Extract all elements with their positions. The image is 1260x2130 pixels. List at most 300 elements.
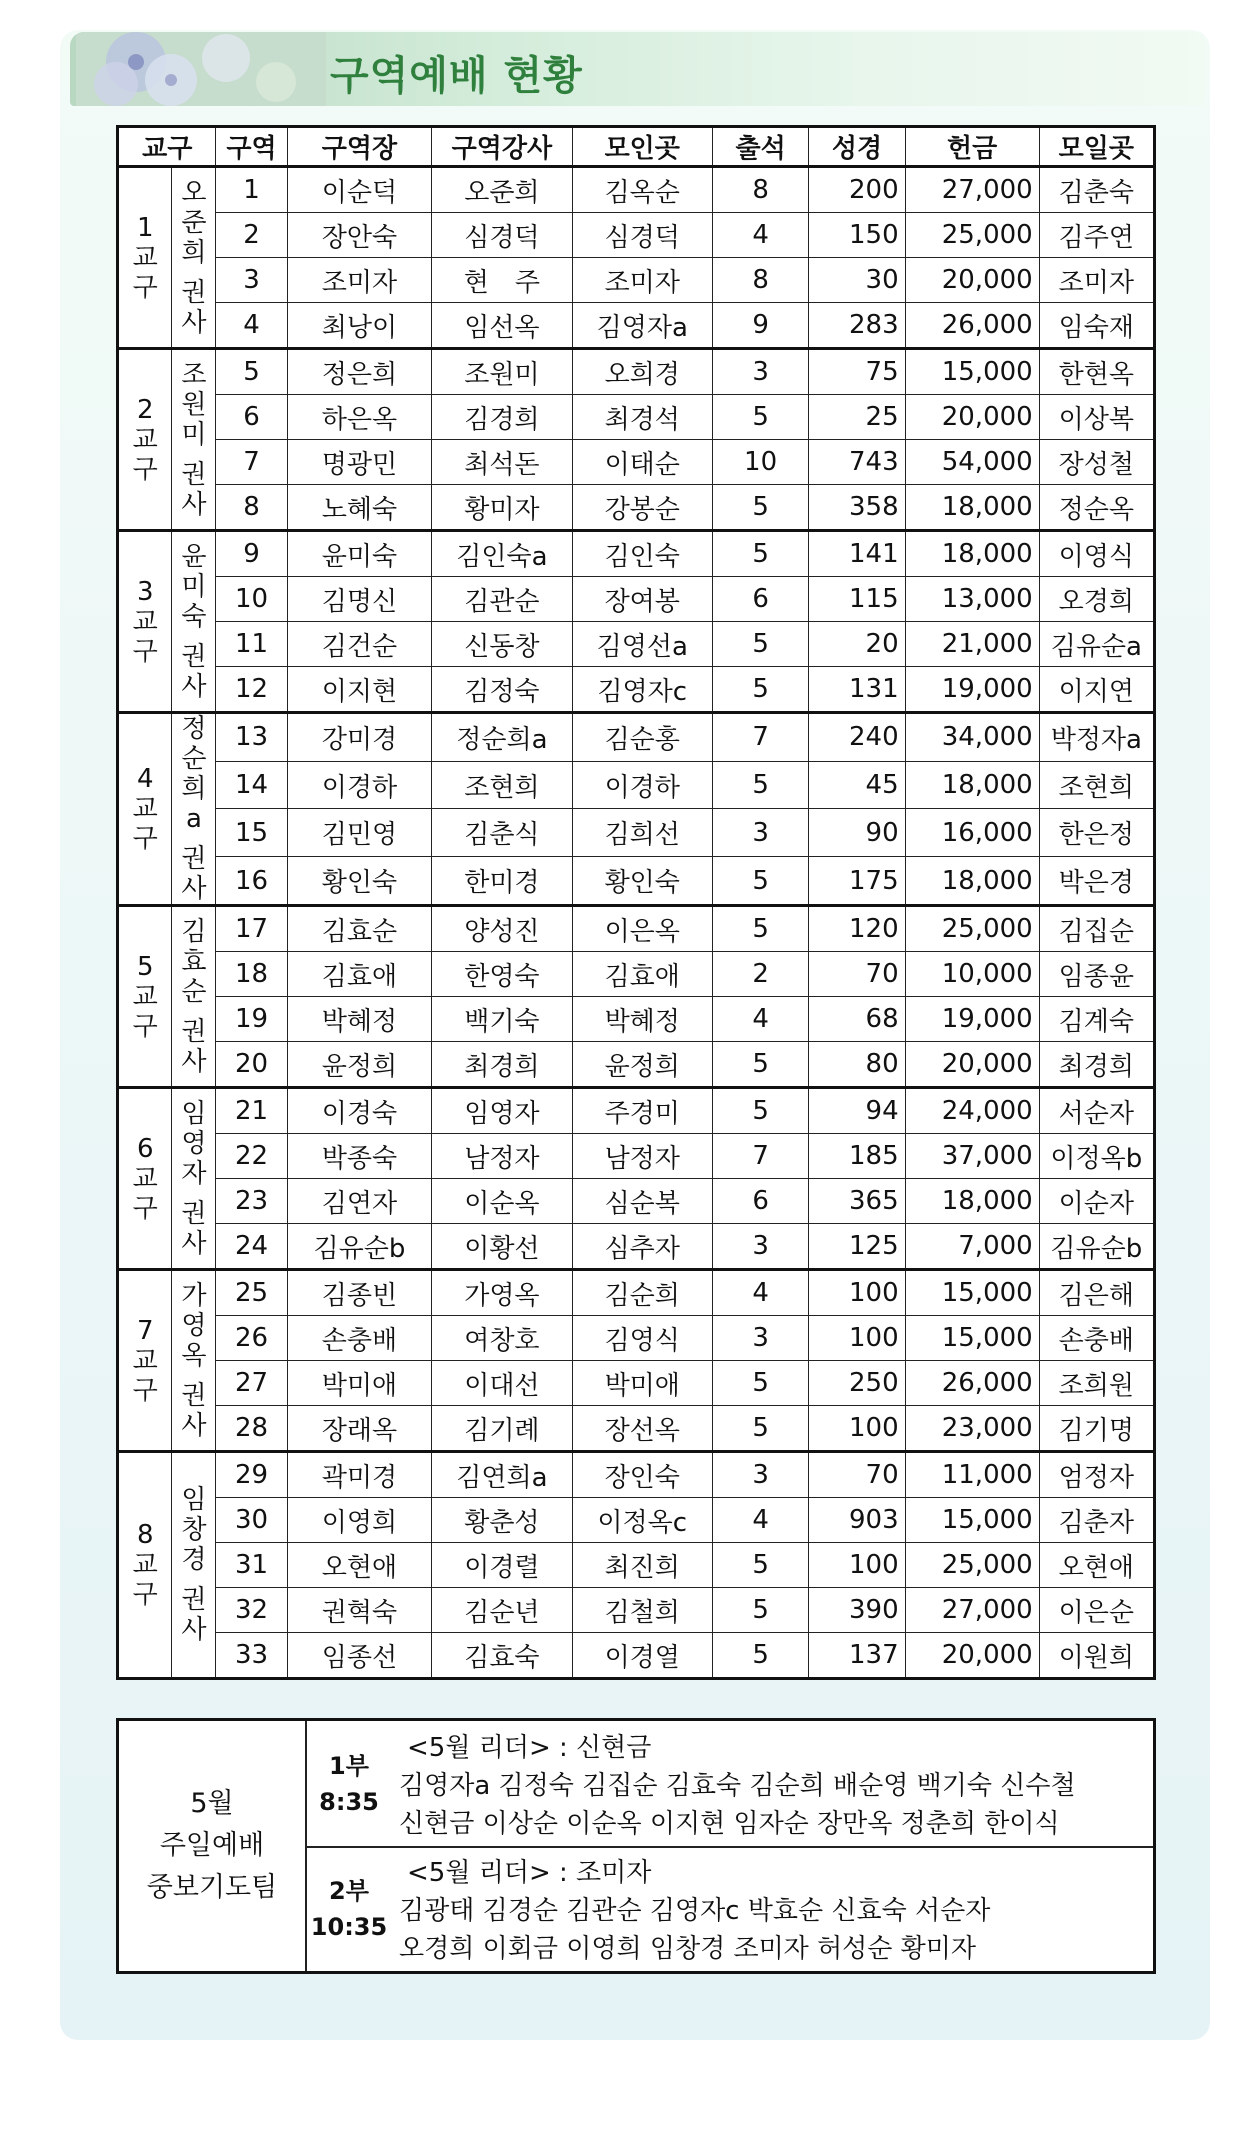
district-leader: 김명신 — [287, 577, 432, 622]
column-header: 성경 — [809, 127, 905, 167]
bible-reading: 100 — [809, 1316, 905, 1361]
district-worship-table — [116, 125, 1156, 1680]
district-number: 33 — [216, 1633, 287, 1679]
district-number: 7 — [216, 440, 287, 485]
district-teacher: 임영자 — [432, 1088, 572, 1134]
offering: 15,000 — [905, 1270, 1039, 1316]
district-teacher: 백기숙 — [432, 997, 572, 1042]
district-teacher: 김효숙 — [432, 1633, 572, 1679]
attendance: 3 — [712, 1452, 808, 1498]
attendance: 7 — [712, 1134, 808, 1179]
bible-reading: 743 — [809, 440, 905, 485]
offering: 15,000 — [905, 1316, 1039, 1361]
next-meeting-place: 한현옥 — [1039, 349, 1154, 395]
district-leader: 임종선 — [287, 1633, 432, 1679]
attendance: 5 — [712, 761, 808, 809]
meeting-place: 윤정희 — [572, 1042, 712, 1088]
meeting-place: 박혜정 — [572, 997, 712, 1042]
table-row — [118, 1270, 1155, 1316]
district-number: 4 — [216, 303, 287, 349]
district-teacher: 조원미 — [432, 349, 572, 395]
next-meeting-place: 한은정 — [1039, 809, 1154, 857]
district-teacher: 오준희 — [432, 167, 572, 213]
service-label — [305, 1846, 393, 1971]
table-row — [118, 809, 1155, 857]
meeting-place: 장여봉 — [572, 577, 712, 622]
offering: 18,000 — [905, 531, 1039, 577]
table-body — [118, 167, 1155, 1679]
district-leader: 노혜숙 — [287, 485, 432, 531]
offering: 18,000 — [905, 485, 1039, 531]
parish-leader-title: 권 사 — [181, 277, 207, 338]
next-meeting-place: 손충배 — [1039, 1316, 1154, 1361]
attendance: 9 — [712, 303, 808, 349]
parish-leader-label — [172, 178, 215, 338]
district-leader: 김민영 — [287, 809, 432, 857]
column-header: 모일곳 — [1039, 127, 1154, 167]
table-row — [118, 531, 1155, 577]
next-meeting-place: 엄정자 — [1039, 1452, 1154, 1498]
bible-reading: 100 — [809, 1270, 905, 1316]
flower-decoration-icon — [76, 32, 326, 106]
bible-reading: 100 — [809, 1406, 905, 1452]
district-number: 8 — [216, 485, 287, 531]
table-row — [118, 395, 1155, 440]
next-meeting-place: 최경희 — [1039, 1042, 1154, 1088]
parish-leader-title: 권 사 — [181, 844, 207, 904]
district-number: 15 — [216, 809, 287, 857]
next-meeting-place: 이지연 — [1039, 667, 1154, 713]
parish-leader-cell — [172, 167, 216, 349]
district-number: 17 — [216, 906, 287, 952]
table-row — [118, 577, 1155, 622]
table-row — [118, 258, 1155, 303]
meeting-place: 이경하 — [572, 761, 712, 809]
district-teacher: 이순옥 — [432, 1179, 572, 1224]
table-row — [118, 952, 1155, 997]
district-number: 26 — [216, 1316, 287, 1361]
service-members-line: 신현금 이상순 이순옥 이지현 임자순 장만옥 정춘희 한이식 — [399, 1809, 1060, 1839]
next-meeting-place: 조현희 — [1039, 761, 1154, 809]
meeting-place: 김영자a — [572, 303, 712, 349]
offering: 20,000 — [905, 258, 1039, 303]
meeting-place: 심경덕 — [572, 213, 712, 258]
parish-leader-label — [172, 1281, 215, 1441]
parish-leader-cell — [172, 713, 216, 906]
meeting-place: 오희경 — [572, 349, 712, 395]
attendance: 5 — [712, 622, 808, 667]
meeting-place: 김순홍 — [572, 713, 712, 762]
table-row — [118, 1498, 1155, 1543]
offering: 34,000 — [905, 713, 1039, 762]
column-header: 출석 — [712, 127, 808, 167]
district-leader: 장안숙 — [287, 213, 432, 258]
table-row — [118, 1361, 1155, 1406]
parish-cell — [118, 349, 172, 531]
service-time: 8:35 — [319, 1787, 379, 1816]
meeting-place: 김옥순 — [572, 167, 712, 213]
offering: 16,000 — [905, 809, 1039, 857]
service-members-line: 김광태 김경순 김관순 김영자c 박효순 신효숙 서순자 — [399, 1896, 991, 1926]
district-teacher: 임선옥 — [432, 303, 572, 349]
meeting-place: 박미애 — [572, 1361, 712, 1406]
parish-leader-name: 임 창 경 — [181, 1485, 207, 1575]
meeting-place: 김영선a — [572, 622, 712, 667]
next-meeting-place: 이순자 — [1039, 1179, 1154, 1224]
service-name: 1부 — [329, 1751, 369, 1780]
attendance: 3 — [712, 809, 808, 857]
bible-reading: 70 — [809, 952, 905, 997]
service-members-line: 김영자a 김정숙 김집순 김효숙 김순희 배순영 백기숙 신수철 — [399, 1771, 1076, 1801]
meeting-place: 김순희 — [572, 1270, 712, 1316]
bible-reading: 131 — [809, 667, 905, 713]
district-leader: 장래옥 — [287, 1406, 432, 1452]
district-number: 31 — [216, 1543, 287, 1588]
bible-reading: 141 — [809, 531, 905, 577]
parish-leader-name: 임 영 자 — [181, 1098, 207, 1189]
next-meeting-place: 김계숙 — [1039, 997, 1154, 1042]
district-leader: 하은옥 — [287, 395, 432, 440]
district-leader: 황인숙 — [287, 857, 432, 906]
attendance: 4 — [712, 997, 808, 1042]
attendance: 5 — [712, 1633, 808, 1679]
bible-reading: 45 — [809, 761, 905, 809]
parish-leader-cell — [172, 349, 216, 531]
attendance: 5 — [712, 1088, 808, 1134]
offering: 26,000 — [905, 1361, 1039, 1406]
district-number: 3 — [216, 258, 287, 303]
next-meeting-place: 박정자a — [1039, 713, 1154, 762]
next-meeting-place: 이원희 — [1039, 1633, 1154, 1679]
district-number: 18 — [216, 952, 287, 997]
service-members-line: 오경희 이회금 이영희 임창경 조미자 허성순 황미자 — [399, 1934, 977, 1964]
next-meeting-place: 장성철 — [1039, 440, 1154, 485]
district-teacher: 한영숙 — [432, 952, 572, 997]
parish-leader-name: 윤 미 숙 — [181, 541, 207, 632]
meeting-place: 황인숙 — [572, 857, 712, 906]
offering: 18,000 — [905, 761, 1039, 809]
parish-cell — [118, 167, 172, 349]
table-row — [118, 622, 1155, 667]
attendance: 5 — [712, 531, 808, 577]
offering: 19,000 — [905, 997, 1039, 1042]
next-meeting-place: 이은순 — [1039, 1588, 1154, 1633]
district-leader: 이순덕 — [287, 167, 432, 213]
bible-reading: 120 — [809, 906, 905, 952]
district-leader: 오현애 — [287, 1543, 432, 1588]
next-meeting-place: 오경희 — [1039, 577, 1154, 622]
district-leader: 최낭이 — [287, 303, 432, 349]
bible-reading: 137 — [809, 1633, 905, 1679]
next-meeting-place: 정순옥 — [1039, 485, 1154, 531]
column-header: 구역 — [216, 127, 287, 167]
district-number: 23 — [216, 1179, 287, 1224]
parish-cell — [118, 906, 172, 1088]
district-number: 13 — [216, 713, 287, 762]
table-row — [118, 440, 1155, 485]
district-leader: 이영희 — [287, 1498, 432, 1543]
offering: 25,000 — [905, 906, 1039, 952]
district-leader: 김종빈 — [287, 1270, 432, 1316]
bible-reading: 365 — [809, 1179, 905, 1224]
attendance: 6 — [712, 1179, 808, 1224]
parish-leader-title: 권 사 — [181, 641, 207, 702]
district-leader: 김효애 — [287, 952, 432, 997]
offering: 37,000 — [905, 1134, 1039, 1179]
parish-leader-title: 권 사 — [181, 459, 207, 520]
district-leader: 이경하 — [287, 761, 432, 809]
service-members — [399, 1729, 1076, 1843]
attendance: 5 — [712, 667, 808, 713]
table-row — [118, 1088, 1155, 1134]
bible-reading: 150 — [809, 213, 905, 258]
bible-reading: 185 — [809, 1134, 905, 1179]
offering: 25,000 — [905, 213, 1039, 258]
attendance: 5 — [712, 857, 808, 906]
bible-reading: 20 — [809, 622, 905, 667]
parish-leader-label — [172, 917, 215, 1077]
attendance: 3 — [712, 1316, 808, 1361]
district-number: 22 — [216, 1134, 287, 1179]
district-teacher: 신동창 — [432, 622, 572, 667]
column-header: 구역장 — [287, 127, 432, 167]
parish-leader-cell — [172, 906, 216, 1088]
offering: 21,000 — [905, 622, 1039, 667]
prayer-team-title — [119, 1721, 307, 1971]
bible-reading: 250 — [809, 1361, 905, 1406]
meeting-place: 장선옥 — [572, 1406, 712, 1452]
prayer-title-line: 주일예배 — [159, 1830, 265, 1861]
attendance: 5 — [712, 395, 808, 440]
district-teacher: 김정숙 — [432, 667, 572, 713]
column-header: 모인곳 — [572, 127, 712, 167]
next-meeting-place: 김주연 — [1039, 213, 1154, 258]
table-row — [118, 1633, 1155, 1679]
parish-label: 5 교 구 — [132, 951, 158, 1042]
district-leader: 김효순 — [287, 906, 432, 952]
attendance: 5 — [712, 1361, 808, 1406]
next-meeting-place: 이상복 — [1039, 395, 1154, 440]
service-row-1 — [305, 1721, 1153, 1848]
table-row — [118, 1543, 1155, 1588]
parish-label: 2 교 구 — [132, 394, 158, 485]
column-header: 헌금 — [905, 127, 1039, 167]
district-number: 20 — [216, 1042, 287, 1088]
table-row — [118, 167, 1155, 213]
meeting-place: 이태순 — [572, 440, 712, 485]
district-leader: 박종숙 — [287, 1134, 432, 1179]
parish-cell — [118, 531, 172, 713]
district-number: 2 — [216, 213, 287, 258]
bible-reading: 68 — [809, 997, 905, 1042]
meeting-place: 강봉순 — [572, 485, 712, 531]
parish-label: 8 교 구 — [132, 1520, 158, 1610]
bible-reading: 30 — [809, 258, 905, 303]
district-leader: 윤정희 — [287, 1042, 432, 1088]
meeting-place: 이은옥 — [572, 906, 712, 952]
district-teacher: 한미경 — [432, 857, 572, 906]
table-row — [118, 906, 1155, 952]
attendance: 8 — [712, 258, 808, 303]
district-leader: 박혜정 — [287, 997, 432, 1042]
offering: 11,000 — [905, 1452, 1039, 1498]
table-row — [118, 1179, 1155, 1224]
parish-leader-name: 오 준 희 — [181, 177, 207, 268]
offering: 18,000 — [905, 857, 1039, 906]
meeting-place: 남정자 — [572, 1134, 712, 1179]
district-number: 25 — [216, 1270, 287, 1316]
meeting-place: 이경열 — [572, 1633, 712, 1679]
district-teacher: 황미자 — [432, 485, 572, 531]
parish-cell — [118, 713, 172, 906]
district-leader: 손충배 — [287, 1316, 432, 1361]
meeting-place: 김효애 — [572, 952, 712, 997]
page-title: 구역예배 현황 — [330, 53, 583, 99]
header-band — [70, 32, 1205, 106]
attendance: 5 — [712, 485, 808, 531]
offering: 54,000 — [905, 440, 1039, 485]
attendance: 8 — [712, 167, 808, 213]
attendance: 4 — [712, 213, 808, 258]
next-meeting-place: 김은해 — [1039, 1270, 1154, 1316]
bible-reading: 125 — [809, 1224, 905, 1270]
table-row — [118, 761, 1155, 809]
table-row — [118, 997, 1155, 1042]
service-members — [399, 1854, 990, 1968]
next-meeting-place: 조미자 — [1039, 258, 1154, 303]
district-teacher: 최석돈 — [432, 440, 572, 485]
meeting-place: 김영식 — [572, 1316, 712, 1361]
parish-leader-name: 조 원 미 — [181, 359, 207, 450]
district-teacher: 가영옥 — [432, 1270, 572, 1316]
bible-reading: 25 — [809, 395, 905, 440]
bible-reading: 115 — [809, 577, 905, 622]
offering: 26,000 — [905, 303, 1039, 349]
offering: 15,000 — [905, 349, 1039, 395]
bible-reading: 100 — [809, 1543, 905, 1588]
table-row — [118, 1406, 1155, 1452]
district-leader: 강미경 — [287, 713, 432, 762]
offering: 27,000 — [905, 167, 1039, 213]
bible-reading: 358 — [809, 485, 905, 531]
offering: 7,000 — [905, 1224, 1039, 1270]
district-leader: 이지현 — [287, 667, 432, 713]
parish-leader-label — [172, 1485, 215, 1645]
district-teacher: 남정자 — [432, 1134, 572, 1179]
district-number: 1 — [216, 167, 287, 213]
next-meeting-place: 김춘숙 — [1039, 167, 1154, 213]
table-row — [118, 1316, 1155, 1361]
parish-leader-label — [172, 1099, 215, 1259]
district-number: 16 — [216, 857, 287, 906]
parish-leader-label — [172, 714, 215, 904]
meeting-place: 이정옥c — [572, 1498, 712, 1543]
attendance: 5 — [712, 1543, 808, 1588]
table-row — [118, 485, 1155, 531]
next-meeting-place: 김유순b — [1039, 1224, 1154, 1270]
district-number: 24 — [216, 1224, 287, 1270]
offering: 20,000 — [905, 395, 1039, 440]
offering: 27,000 — [905, 1588, 1039, 1633]
service-row-2 — [305, 1846, 1153, 1971]
district-teacher: 김관순 — [432, 577, 572, 622]
parish-leader-name: 김 효 순 — [181, 916, 207, 1007]
district-teacher: 최경희 — [432, 1042, 572, 1088]
district-teacher: 이경렬 — [432, 1543, 572, 1588]
service-leader: <5월 리더> : 조미자 — [407, 1858, 652, 1888]
district-leader: 이경숙 — [287, 1088, 432, 1134]
table-row — [118, 213, 1155, 258]
bible-reading: 390 — [809, 1588, 905, 1633]
offering: 13,000 — [905, 577, 1039, 622]
parish-label: 6 교 구 — [132, 1133, 158, 1224]
parish-leader-label — [172, 542, 215, 702]
district-number: 21 — [216, 1088, 287, 1134]
next-meeting-place: 김집순 — [1039, 906, 1154, 952]
district-number: 14 — [216, 761, 287, 809]
district-number: 29 — [216, 1452, 287, 1498]
meeting-place: 주경미 — [572, 1088, 712, 1134]
attendance: 5 — [712, 1588, 808, 1633]
parish-leader-cell — [172, 1452, 216, 1679]
district-number: 10 — [216, 577, 287, 622]
bible-reading: 94 — [809, 1088, 905, 1134]
district-teacher: 김순년 — [432, 1588, 572, 1633]
district-number: 5 — [216, 349, 287, 395]
next-meeting-place: 김기명 — [1039, 1406, 1154, 1452]
district-teacher: 여창호 — [432, 1316, 572, 1361]
bible-reading: 240 — [809, 713, 905, 762]
district-teacher: 김춘식 — [432, 809, 572, 857]
table-row — [118, 713, 1155, 762]
attendance: 5 — [712, 1406, 808, 1452]
meeting-place: 김영자c — [572, 667, 712, 713]
column-header: 구역강사 — [432, 127, 572, 167]
parish-label: 7 교 구 — [132, 1315, 158, 1406]
offering: 18,000 — [905, 1179, 1039, 1224]
bible-reading: 283 — [809, 303, 905, 349]
parish-label: 3 교 구 — [132, 576, 158, 667]
offering: 23,000 — [905, 1406, 1039, 1452]
attendance: 2 — [712, 952, 808, 997]
district-teacher: 심경덕 — [432, 213, 572, 258]
district-leader: 김건순 — [287, 622, 432, 667]
offering: 15,000 — [905, 1498, 1039, 1543]
meeting-place: 김철희 — [572, 1588, 712, 1633]
offering: 20,000 — [905, 1633, 1039, 1679]
attendance: 5 — [712, 906, 808, 952]
district-number: 30 — [216, 1498, 287, 1543]
meeting-place: 심순복 — [572, 1179, 712, 1224]
meeting-place: 최경석 — [572, 395, 712, 440]
parish-leader-cell — [172, 531, 216, 713]
district-teacher: 이대선 — [432, 1361, 572, 1406]
bible-reading: 80 — [809, 1042, 905, 1088]
district-teacher: 김경희 — [432, 395, 572, 440]
district-number: 32 — [216, 1588, 287, 1633]
attendance: 10 — [712, 440, 808, 485]
table-row — [118, 349, 1155, 395]
parish-cell — [118, 1270, 172, 1452]
attendance: 4 — [712, 1270, 808, 1316]
service-label — [305, 1721, 393, 1846]
offering: 25,000 — [905, 1543, 1039, 1588]
table-row — [118, 667, 1155, 713]
meeting-place: 최진희 — [572, 1543, 712, 1588]
parish-cell — [118, 1088, 172, 1270]
attendance: 5 — [712, 1042, 808, 1088]
next-meeting-place: 임숙재 — [1039, 303, 1154, 349]
